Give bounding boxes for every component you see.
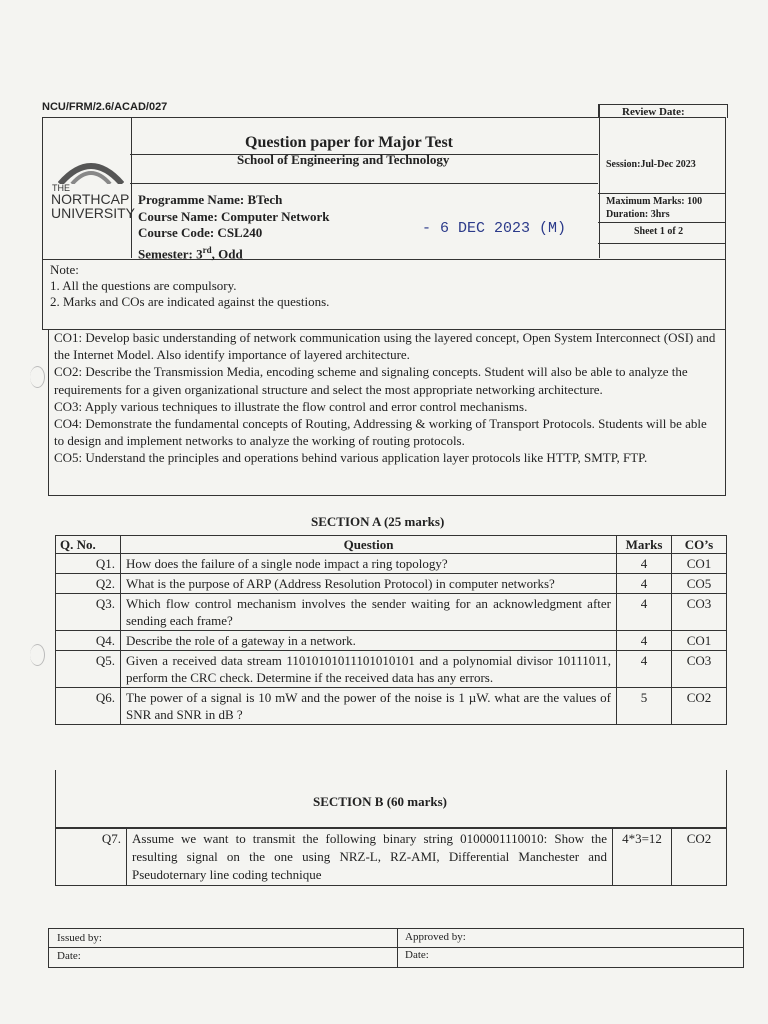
- approved-by: Approved by:: [405, 931, 466, 943]
- punch-hole: [30, 366, 45, 388]
- issued-by: Issued by:: [57, 932, 102, 944]
- university-logo-icon: [58, 154, 124, 184]
- col-cos: CO’s: [672, 536, 727, 554]
- co-text: Understand the principles and operations behind various application layer protocols like HTTP, SMTP, FTP.: [85, 450, 648, 466]
- review-date-label: Review Date:: [622, 106, 685, 118]
- sheet-number: Sheet 1 of 2: [634, 226, 684, 237]
- table-row: Q7. Assume we want to transmit the following binary string 0100001110010: Show the resulting signal on the one using NRZ-L, RZ-AMI, Differential Manchester and Pseudoternary line coding technique 4*3=12 CO2: [56, 829, 727, 886]
- table-header: [56, 536, 727, 554]
- col-qno: Q. No.: [56, 536, 121, 554]
- date-left: Date:: [57, 950, 81, 962]
- course-code: Course Code: CSL240: [138, 225, 263, 240]
- note-item: 1. All the questions are compulsory.: [50, 278, 237, 293]
- date-right: Date:: [405, 949, 429, 961]
- table-row: Q1. How does the failure of a single node impact a ring topology? 4 CO1: [56, 554, 727, 574]
- co-label: CO5:: [54, 450, 83, 466]
- punch-hole: [30, 644, 45, 666]
- co-text: Develop basic understanding of network communication using the layered concept, Open System Interconnect (OSI) and the Internet Model. Also identify importance of layered architecture.: [54, 330, 716, 363]
- co-label: CO2:: [54, 364, 83, 380]
- programme-name: Programme Name: BTech: [138, 192, 283, 207]
- maximum-marks: Maximum Marks: 100: [606, 196, 703, 207]
- co-label: CO1:: [54, 330, 83, 345]
- col-question: Question: [121, 536, 617, 554]
- course-details: [138, 192, 329, 262]
- table-row: Q2. What is the purpose of ARP (Address Resolution Protocol) in computer networks? 4 CO5: [56, 574, 727, 594]
- co-label: CO4:: [54, 416, 83, 432]
- course-outcomes: [54, 329, 716, 467]
- document-id: NCU/FRM/2.6/ACAD/027: [42, 101, 168, 113]
- co-text: Describe the Transmission Media, encoding scheme and signaling concepts. Student will also be able to analyze the requirements for a given organizational structure and select the most appropriate networking architecture.: [54, 364, 688, 397]
- table-row: Q5. Given a received data stream 11010101011101010101 and a polynomial divisor 10111011, perform the CRC check. Determine if the received data has any errors. 4 CO3: [56, 651, 727, 688]
- section-b-table: [55, 828, 727, 886]
- table-row: Q6. The power of a signal is 10 mW and the power of the noise is 1 µW. what are the values of SNR and SNR in dB ? 5 CO2: [56, 688, 727, 725]
- footer-signoff: [48, 928, 744, 968]
- co-label: CO3:: [54, 398, 83, 414]
- school-name: School of Engineering and Technology: [237, 152, 450, 167]
- col-marks: Marks: [617, 536, 672, 554]
- co-text: Demonstrate the fundamental concepts of Routing, Addressing & working of Transport Protocols. Students will be able to design and implement networks to analyze the working of routing protocols.: [54, 416, 707, 449]
- session: Session:Jul-Dec 2023: [606, 159, 696, 170]
- logo-text: NORTHCAP UNIVERSITY: [51, 191, 136, 221]
- duration: Duration: 3hrs: [606, 209, 670, 220]
- table-row: Q3. Which flow control mechanism involves the sender waiting for an acknowledgment after sending each frame? 4 CO3: [56, 594, 727, 631]
- semester: Semester: 3rd, Odd: [138, 244, 243, 261]
- logo-the: THE: [52, 183, 70, 193]
- section-b-heading: SECTION B (60 marks): [313, 794, 447, 809]
- co-text: Apply various techniques to illustrate the flow control and error control mechanisms.: [84, 398, 528, 414]
- course-name: Course Name: Computer Network: [138, 208, 330, 224]
- date-stamp: - 6 DEC 2023 (M): [422, 220, 567, 237]
- note: Note: 1. All the questions are compulsory. 2. Marks and COs are indicated against the questions.: [50, 262, 330, 309]
- paper-title: Question paper for Major Test: [245, 134, 454, 151]
- question-table: [55, 535, 727, 725]
- note-item: 2. Marks and COs are indicated against the questions.: [50, 294, 330, 309]
- section-a-heading: SECTION A (25 marks): [311, 514, 445, 529]
- table-row: Q4. Describe the role of a gateway in a network. 4 CO1: [56, 631, 727, 651]
